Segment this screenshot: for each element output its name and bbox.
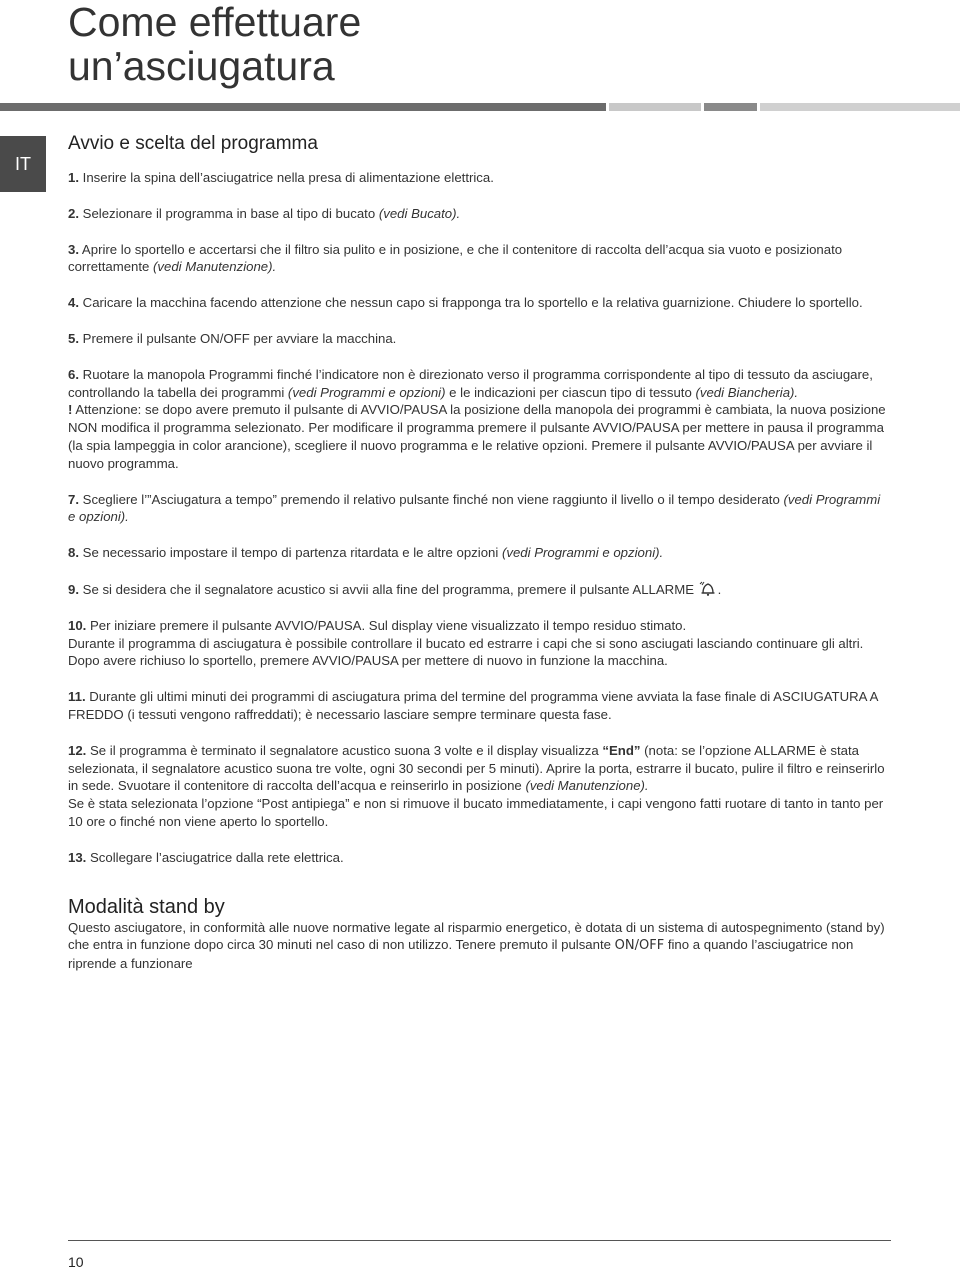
header-bar-segment	[0, 103, 606, 111]
step-text: Se il programma è terminato il segnalatore acustico suona 3 volte e il display visualizza	[86, 742, 603, 758]
step-6	[68, 366, 888, 473]
step-text: Aprire lo sportello e accertarsi che il filtro sia pulito e in posizione, e che il contenitore di raccolta dell’acqua sia vuoto e posizionato correttamente	[68, 241, 843, 275]
step-9	[68, 580, 888, 599]
step-2	[68, 205, 888, 223]
section-title-start: Avvio e scelta del programma	[68, 133, 318, 154]
step-13	[68, 849, 888, 867]
display-end-text: “End”	[602, 742, 641, 758]
step-number: 1.	[68, 170, 79, 185]
header-bar-segment	[704, 103, 757, 111]
warning-mark: !	[68, 402, 73, 418]
step-8	[68, 544, 888, 562]
step-number: 3.	[68, 241, 79, 257]
step-text: e le indicazioni per ciascun tipo di tessuto	[445, 384, 696, 400]
warning-text: Attenzione: se dopo avere premuto il pulsante di AVVIO/PAUSA la posizione della manopola dei programmi è cambiata, la nuova posizione NON modifica il programma selezionato. Per modificare il programma premere il pulsante AVVIO/PAUSA per mettere in pausa il programma (la spia lampeggia in color arancione), scegliere il nuovo programma e le relative opzioni. Premere il pulsante AVVIO/PAUSA per avviare il nuovo programma.	[68, 402, 886, 471]
step-text: Durante il programma di asciugatura è possibile controllare il bucato ed estrarre i capi che si sono asciugati lasciando continuare gli altri. Dopo avere richiuso lo sportello, premere AVVIO/PAUSA per mettere di nuovo in funzione la macchina.	[68, 635, 864, 669]
step-text: (nota: se l’opzione ALLARME è stata selezionata, il segnalatore acustico suona tre volte, ogni 30 secondi per 5 minuti). Aprire la porta, estrarre il bucato, pulire il filtro e reinserirlo in sede. Svuotare il contenitore di raccolta dell’acqua e reinserirlo in posizione	[68, 742, 885, 794]
step-number: 11.	[68, 689, 86, 705]
step-number: 5.	[68, 330, 79, 346]
step-text: Ruotare la manopola Programmi finché l’indicatore non è direzionato verso il programma corrispondente al tipo di tessuto da asciugare, controllando la tabella dei programmi	[68, 366, 873, 400]
page-number: 10	[68, 1254, 84, 1270]
cross-reference: (vedi Programmi e opzioni)	[287, 384, 446, 400]
onoff-label: ON/OFF	[614, 938, 665, 954]
step-number: 6.	[68, 366, 79, 382]
step-1	[68, 169, 888, 187]
cross-reference: (vedi Programmi e opzioni).	[68, 491, 881, 525]
step-number: 12.	[68, 742, 87, 758]
page-title-line2: un’asciugatura	[68, 43, 335, 89]
page-title	[68, 0, 361, 88]
step-3	[68, 241, 888, 277]
page-title-line1: Come effettuare	[68, 0, 362, 45]
step-text: Se necessario impostare il tempo di partenza ritardata e le altre opzioni	[79, 545, 502, 561]
section-title-standby: Modalità stand by	[68, 895, 225, 918]
step-text: Inserire la spina dell’asciugatrice nella presa di alimentazione elettrica.	[79, 170, 494, 185]
step-text: Per iniziare premere il pulsante AVVIO/PAUSA. Sul display viene visualizzato il tempo residuo stimato.	[86, 617, 687, 633]
header-color-bar	[0, 103, 960, 111]
step-7	[68, 491, 888, 527]
step-number: 13.	[68, 849, 87, 865]
standby-paragraph	[68, 919, 888, 973]
step-number: 4.	[68, 295, 79, 311]
step-10	[68, 617, 888, 670]
step-text: Durante gli ultimi minuti dei programmi di asciugatura prima del termine del programma viene avviata la fase finale di ASCIUGATURA A FREDDO (i tessuti vengono raffreddati); è necessario lasciare sempre terminare questa fase.	[68, 689, 878, 722]
header-bar-segment	[609, 103, 701, 111]
main-content	[68, 132, 888, 973]
step-5	[68, 330, 888, 348]
cross-reference: (vedi Manutenzione).	[525, 778, 649, 794]
cross-reference: (vedi Manutenzione).	[153, 259, 277, 275]
cross-reference: (vedi Programmi e opzioni).	[501, 545, 664, 561]
step-number: 9.	[68, 581, 79, 597]
step-text: Caricare la macchina facendo attenzione che nessun capo si frapponga tra lo sportello e la relativa guarnizione. Chiudere lo sportello.	[79, 295, 863, 311]
step-number: 7.	[68, 491, 79, 507]
step-text: Se è stata selezionata l’opzione “Post antipiega” e non si rimuove il bucato immediatamente, i capi vengono fatti ruotare di tanto in tanto per 10 ore o finché non viene aperto lo sportello.	[68, 796, 884, 829]
step-text: Selezionare il programma in base al tipo di bucato	[79, 205, 379, 221]
step-number: 10.	[68, 617, 87, 633]
step-text: .	[717, 581, 722, 597]
step-12	[68, 742, 888, 831]
step-11	[68, 688, 888, 724]
step-text: Scollegare l’asciugatrice dalla rete elettrica.	[86, 849, 344, 865]
step-4	[68, 294, 888, 312]
standby-text: fino a quando l’asciugatrice non riprende a funzionare	[68, 937, 854, 972]
bell-icon	[698, 580, 718, 596]
language-tab: IT	[0, 136, 46, 192]
standby-text: Questo asciugatore, in conformità alle nuove normative legate al risparmio energetico, è dotata di un sistema di autospegnimento (stand by) che entra in funzione dopo circa 30 minuti nel caso di non utilizzo. Tenere premuto il pulsante	[68, 919, 885, 953]
step-text: Scegliere l’”Asciugatura a tempo” premendo il relativo pulsante finché non viene raggiunto il livello o il tempo desiderato	[79, 491, 784, 507]
step-number: 8.	[68, 545, 79, 561]
step-text: Premere il pulsante ON/OFF per avviare la macchina.	[79, 330, 397, 346]
cross-reference: (vedi Bucato).	[378, 205, 461, 221]
step-number: 2.	[68, 205, 79, 221]
header-bar-segment	[760, 103, 960, 111]
footer-divider	[68, 1240, 891, 1241]
step-text: Se si desidera che il segnalatore acustico si avvii alla fine del programma, premere il pulsante ALLARME	[79, 581, 698, 597]
cross-reference: (vedi Biancheria).	[695, 384, 799, 400]
